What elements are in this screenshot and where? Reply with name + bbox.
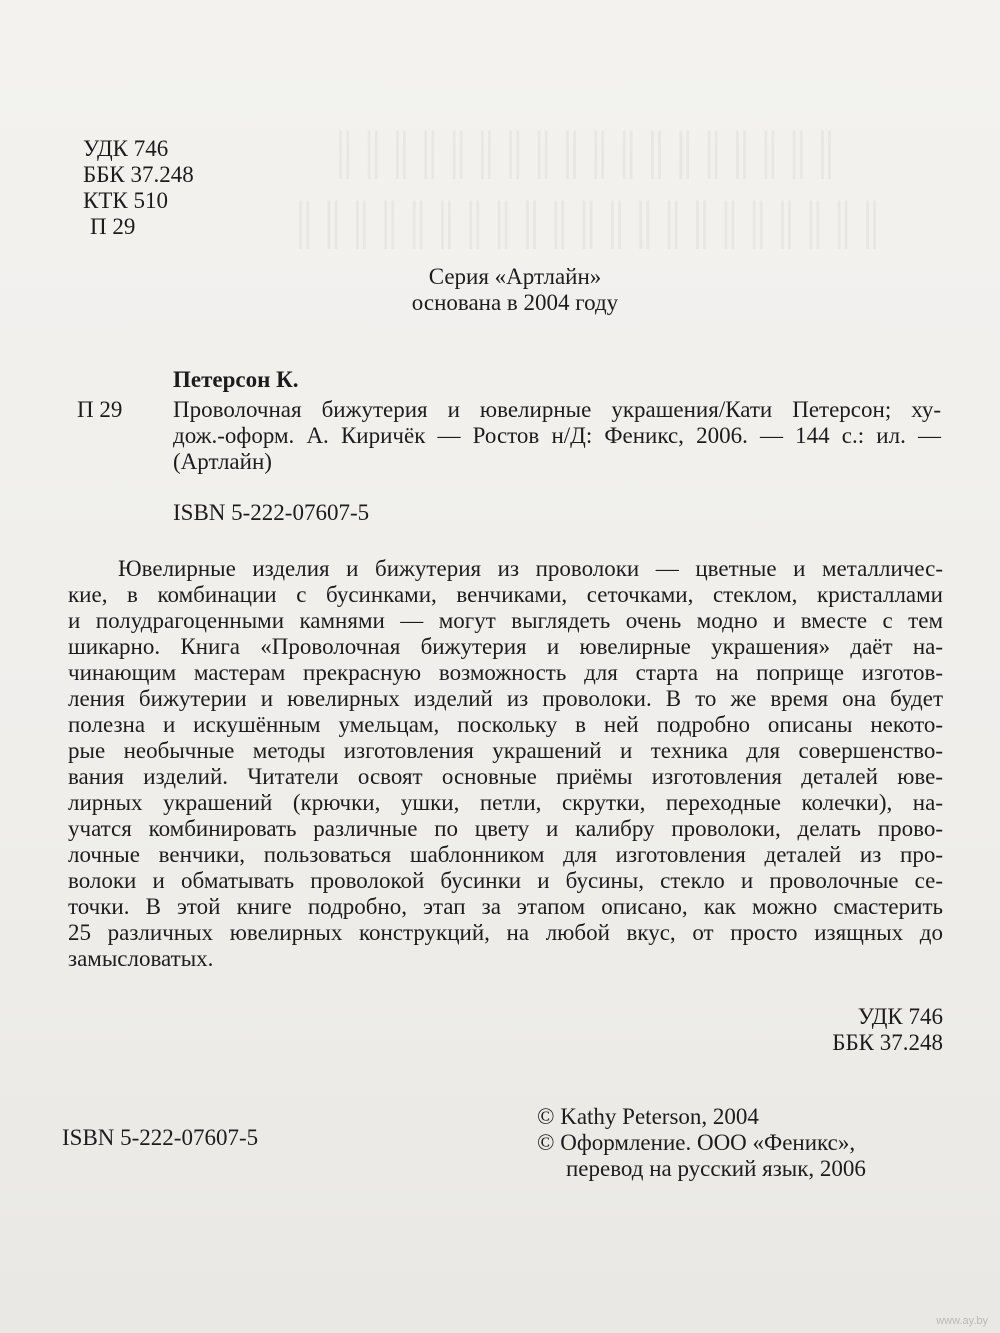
annotation-line: кие, в комбинации с бусинками, венчиками, сеточками, стеклом, кристаллами	[68, 582, 943, 607]
annotation-line: и полудрагоценными камнями — могут выглядеть очень модно и вместе с тем	[68, 608, 943, 633]
show-through-text	[290, 200, 885, 247]
annotation-line: учатся комбинировать различные по цвету и калибру проволоки, делать прово-	[68, 816, 943, 841]
bbk-code: ББК 37.248	[83, 162, 194, 187]
annotation-line: замысловатых.	[68, 946, 214, 971]
copyright-line: перевод на русский язык, 2006	[566, 1156, 866, 1181]
series-founded: основана в 2004 году	[411, 290, 619, 315]
annotation-line: Ювелирные изделия и бижутерия из проволоки — цветные и металличес-	[118, 556, 943, 581]
annotation-line: лочные венчики, пользоваться шаблонником для изготовления деталей из про-	[68, 842, 943, 867]
bottom-isbn: ISBN 5-222-07607-5	[62, 1125, 259, 1150]
bottom-udk-code: УДК 746	[857, 1004, 943, 1029]
record-isbn: ISBN 5-222-07607-5	[173, 500, 370, 525]
annotation-line: волоки и обматывать проволокой бусинки и бусины, стекло и проволочные се-	[68, 868, 943, 893]
udk-code: УДК 746	[83, 136, 169, 161]
annotation-line: чинающим мастерам прекрасную возможность для старта на поприще изготов-	[68, 660, 943, 685]
author-mark: П 29	[90, 214, 136, 239]
ktk-code: КТК 510	[83, 188, 168, 213]
record-line: дож.-оформ. А. Киричёк — Ростов н/Д: Феникс, 2006. — 144 с.: ил. —	[173, 423, 941, 448]
show-through-text	[330, 130, 840, 177]
record-author: Петерсон К.	[173, 367, 299, 392]
annotation-line: рые необычные методы изготовления украшений и техника для совершенство-	[68, 738, 943, 763]
record-line: Проволочная бижутерия и ювелирные украшения/Кати Петерсон; ху-	[173, 397, 941, 422]
annotation-line: шикарно. Книга «Проволочная бижутерия и ювелирные украшения» даёт на-	[68, 634, 943, 659]
annotation-line: точки. В этой книге подробно, этап за этапом описано, как можно смастерить	[68, 894, 943, 919]
series-name: Серия «Артлайн»	[428, 264, 602, 289]
record-mark: П 29	[77, 397, 123, 422]
annotation-line: полезна и искушённым умельцам, поскольку в ней подробно описаны некото-	[68, 712, 943, 737]
copyright-line: © Оформление. ООО «Феникс»,	[537, 1130, 856, 1155]
annotation-line: 25 различных ювелирных конструкций, на любой вкус, от просто изящных до	[68, 920, 943, 945]
bottom-bbk-code: ББК 37.248	[832, 1030, 943, 1055]
annotation-line: ления бижутерии и ювелирных изделий из проволоки. В то же время она будет	[68, 686, 943, 711]
annotation-line: вания изделий. Читатели освоят основные приёмы изготовления деталей юве-	[68, 764, 943, 789]
record-line: (Артлайн)	[173, 449, 272, 474]
annotation-line: лирных украшений (крючки, ушки, петли, скрутки, переходные колечки), на-	[68, 790, 943, 815]
site-watermark: www.ay.by	[936, 1315, 988, 1327]
copyright-line: © Kathy Peterson, 2004	[537, 1104, 759, 1129]
